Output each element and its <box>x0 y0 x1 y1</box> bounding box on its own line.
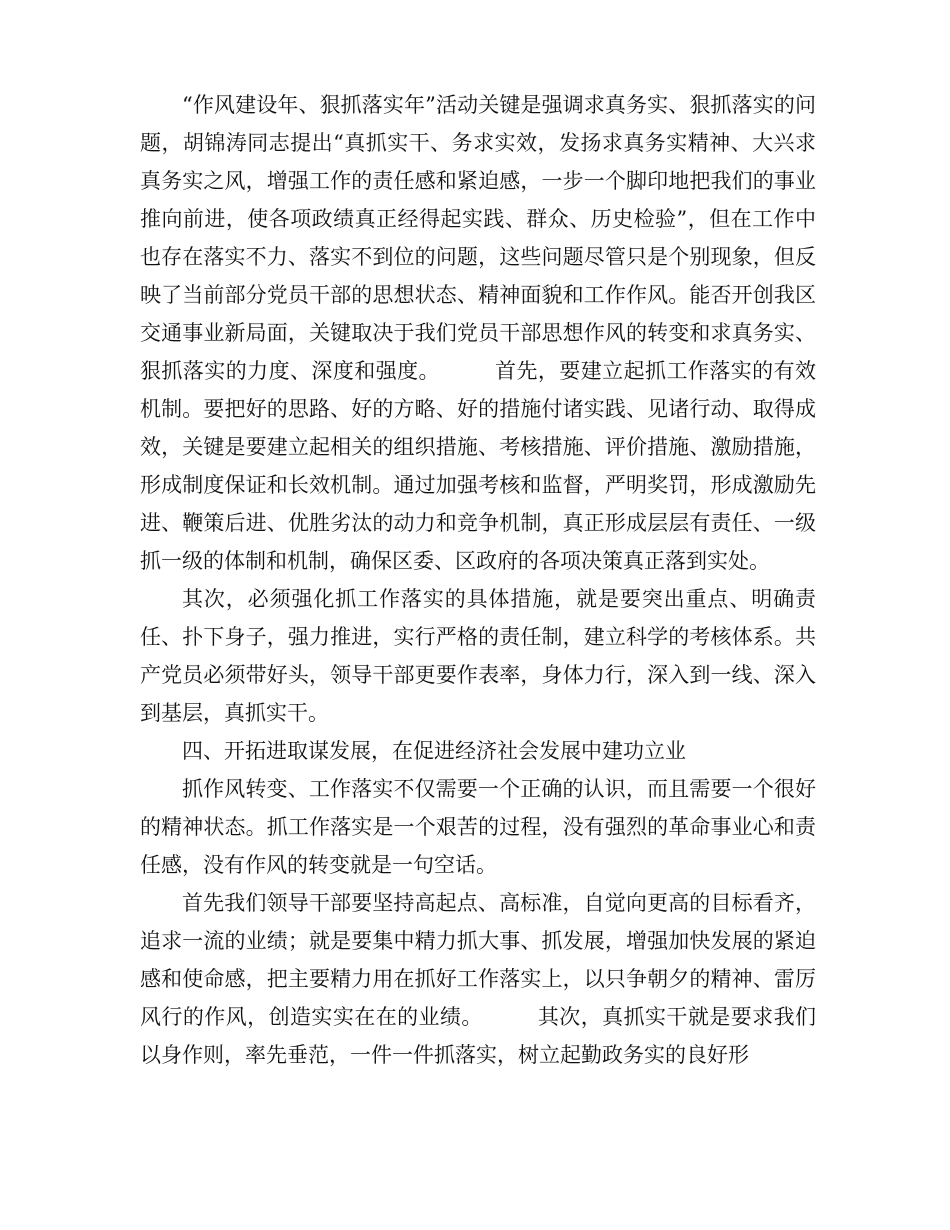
paragraph-text-part-a: “作风建设年、狠抓落实年”活动关键是强调求真务实、狠抓落实的问题，胡锦涛同志提出“真抓实干、务求实效，发扬求真务实精神、大兴求真务实之风，增强工作的责任感和紧迫感，一步一个脚印地把我们的事业推向前进，使各项政绩真正经得起实践、群众、历史检验”，但在工作中也存在落实不力、落实不到位的问题，这些问题尽管只是个别现象，但反映了当前部分党员干部的思想状态、精神面貌和工作作风。能否开创我区交通事业新局面，关键取决于我们党员干部思想作风的转变和求真务实、狠抓落实的力度、深度和强度。 <box>140 93 816 383</box>
paragraph-activity-key-points <box>140 86 816 580</box>
paragraph-secondly-measures: 其次，必须强化抓工作落实的具体措施，就是要突出重点、明确责任、扑下身子，强力推进，实行严格的责任制，建立科学的考核体系。共产党员必须带好头，领导干部更要作表率，身体力行，深入到一线、深入到基层，真抓实干。 <box>140 587 816 725</box>
document-body <box>140 86 816 1074</box>
paragraph-text-part-b: 其次，真抓实干就是要求我们以身作则，率先垂范，一件一件抓落实，树立起勤政务实的良好形 <box>140 1005 816 1067</box>
paragraph-leaders-high-standard <box>140 884 816 1074</box>
paragraph-text-part-b: 首先，要建立起抓工作落实的有效机制。要把好的思路、好的方略、好的措施付诸实践、见诸行动、取得成效，关键是要建立起相关的组织措施、考核措施、评价措施、激励措施，形成制度保证和长效机制。通过加强考核和监督，严明奖罚，形成激励先进、鞭策后进、优胜劣汰的动力和竞争机制，真正形成层层有责任、一级抓一级的体制和机制，确保区委、区政府的各项决策真正落到实处。 <box>140 359 817 573</box>
section-heading-four: 四、开拓进取谋发展，在促进经济社会发展中建功立业 <box>182 739 686 763</box>
paragraph-work-style-change: 抓作风转变、工作落实不仅需要一个正确的认识，而且需要一个很好的精神状态。抓工作落实是一个艰苦的过程，没有强烈的革命事业心和责任感，没有作风的转变就是一句空话。 <box>140 777 816 877</box>
paragraph-text-part-a: 首先我们领导干部要坚持高起点、高标准，自觉向更高的目标看齐，追求一流的业绩；就是要集中精力抓大事、抓发展，增强加快发展的紧迫感和使命感，把主要精力用在抓好工作落实上，以只争朝夕的精神、雷厉风行的作风，创造实实在在的业绩。 <box>140 891 816 1029</box>
